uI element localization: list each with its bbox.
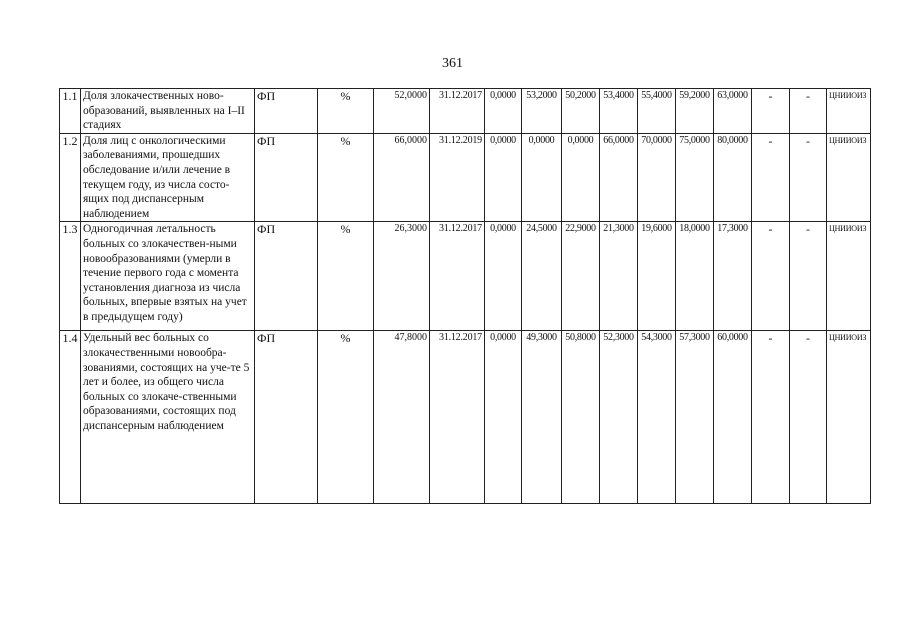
value-cell: 21,3000 <box>600 222 638 331</box>
unit: % <box>318 331 374 504</box>
value-cell: 70,0000 <box>638 133 676 222</box>
dash-cell: - <box>752 133 790 222</box>
dash-cell: - <box>790 222 827 331</box>
value-cell: 0,0000 <box>562 133 600 222</box>
row-number: 1.4 <box>60 331 81 504</box>
base-date: 31.12.2017 <box>430 222 485 331</box>
page-number: 361 <box>442 56 463 71</box>
base-value: 66,0000 <box>374 133 430 222</box>
dash-cell: - <box>790 331 827 504</box>
responsible-org: ЦНИИОИЗ <box>827 133 871 222</box>
value-cell: 50,8000 <box>562 331 600 504</box>
value-cell: 57,3000 <box>676 331 714 504</box>
value-cell: 0,0000 <box>485 133 522 222</box>
dash-cell: - <box>752 222 790 331</box>
responsible-org: ЦНИИОИЗ <box>827 222 871 331</box>
row-number: 1.3 <box>60 222 81 331</box>
value-cell: 19,6000 <box>638 222 676 331</box>
base-value: 26,3000 <box>374 222 430 331</box>
value-cell: 52,3000 <box>600 331 638 504</box>
value-cell: 54,3000 <box>638 331 676 504</box>
base-value: 52,0000 <box>374 89 430 134</box>
row-number: 1.2 <box>60 133 81 222</box>
indicator-type: ФП <box>255 133 318 222</box>
value-cell: 24,5000 <box>522 222 562 331</box>
row-number: 1.1 <box>60 89 81 134</box>
table-row <box>60 89 871 134</box>
value-cell: 55,4000 <box>638 89 676 134</box>
value-cell: 0,0000 <box>485 222 522 331</box>
indicator-name: Доля злокачественных ново-образований, выявленных на I–II стадиях <box>81 89 255 134</box>
value-cell: 0,0000 <box>522 133 562 222</box>
base-value: 47,8000 <box>374 331 430 504</box>
table-row <box>60 222 871 331</box>
table-row <box>60 331 871 504</box>
indicator-type: ФП <box>255 222 318 331</box>
value-cell: 22,9000 <box>562 222 600 331</box>
unit: % <box>318 222 374 331</box>
value-cell: 53,4000 <box>600 89 638 134</box>
value-cell: 0,0000 <box>485 331 522 504</box>
dash-cell: - <box>752 89 790 134</box>
dash-cell: - <box>790 133 827 222</box>
indicator-name: Одногодичная летальность больных со злокачествен-ными новообразованиями (умерли в течение первого года с момента установления диагноза из числа больных, впервые взятых на учет в предыдущем году) <box>81 222 255 331</box>
unit: % <box>318 89 374 134</box>
indicator-type: ФП <box>255 89 318 134</box>
indicator-name: Доля лиц с онкологическими заболеваниями, прошедших обследование и/или лечение в текущем году, из числа состо-ящих под диспансерным наблюдением <box>81 133 255 222</box>
value-cell: 0,0000 <box>485 89 522 134</box>
base-date: 31.12.2017 <box>430 89 485 134</box>
value-cell: 80,0000 <box>714 133 752 222</box>
dash-cell: - <box>790 89 827 134</box>
value-cell: 59,2000 <box>676 89 714 134</box>
indicator-type: ФП <box>255 331 318 504</box>
unit: % <box>318 133 374 222</box>
table-row <box>60 133 871 222</box>
value-cell: 17,3000 <box>714 222 752 331</box>
value-cell: 75,0000 <box>676 133 714 222</box>
value-cell: 66,0000 <box>600 133 638 222</box>
value-cell: 50,2000 <box>562 89 600 134</box>
base-date: 31.12.2019 <box>430 133 485 222</box>
base-date: 31.12.2017 <box>430 331 485 504</box>
value-cell: 18,0000 <box>676 222 714 331</box>
value-cell: 49,3000 <box>522 331 562 504</box>
indicator-name: Удельный вес больных со злокачественными новообра-зованиями, состоящих на уче-те 5 лет и более, из общего числа больных со злокаче-ственными образованиями, состоящих под диспансерным наблюдением <box>81 331 255 504</box>
responsible-org: ЦНИИОИЗ <box>827 89 871 134</box>
indicators-table <box>59 88 871 504</box>
value-cell: 60,0000 <box>714 331 752 504</box>
responsible-org: ЦНИИОИЗ <box>827 331 871 504</box>
value-cell: 53,2000 <box>522 89 562 134</box>
value-cell: 63,0000 <box>714 89 752 134</box>
dash-cell: - <box>752 331 790 504</box>
